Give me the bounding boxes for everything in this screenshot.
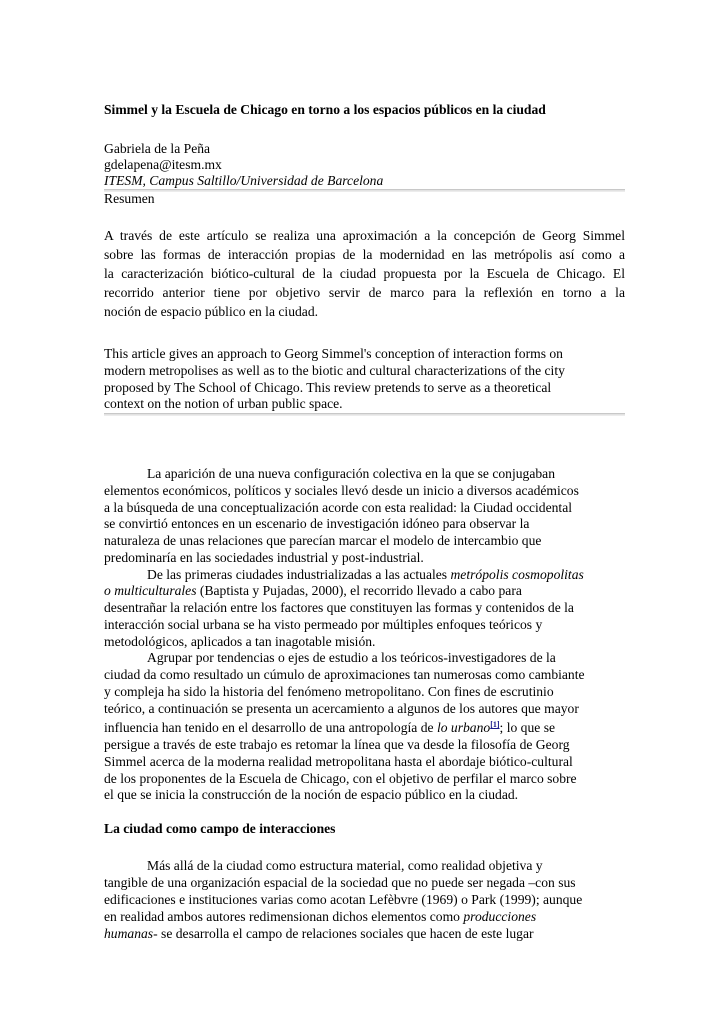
text-run: se desarrolla el campo de relaciones sociales que hacen de este lugar — [157, 926, 534, 941]
body-line: interacción social urbana se ha visto permeado por múltiples enfoques teóricos y — [104, 616, 543, 632]
body-line: La aparición de una nueva configuración colectiva en la que se conjugaban — [147, 466, 556, 481]
resumen-label: Resumen — [104, 191, 155, 206]
footnote-link[interactable]: [1] — [490, 720, 500, 730]
article-title: Simmel y la Escuela de Chicago en torno a los espacios públicos en la ciudad — [104, 102, 546, 117]
body-line — [104, 717, 625, 737]
body-line — [104, 925, 625, 942]
body-line: teórico, a continuación se presenta un acercamiento a algunos de los autores que mayor — [104, 700, 579, 716]
body-intro — [104, 466, 625, 804]
text-run-italic: metrópolis cosmopolitas — [450, 566, 584, 582]
text-run: en realidad ambos autores redimensionan dichos elementos como — [104, 909, 464, 924]
abstract-es-line: noción de espacio público en la ciudad. — [104, 303, 319, 319]
section-heading: La ciudad como campo de interacciones — [104, 821, 336, 836]
body-line: desentrañar la relación entre los factores que constituyen las formas y contenidos de la — [104, 600, 574, 615]
body-line: predominaría en las sociedades industrial y post-industrial. — [104, 549, 424, 565]
text-run: De las primeras ciudades industrializadas a las actuales — [147, 566, 451, 582]
body-line: Simmel acerca de la moderna realidad metropolitana hasta el abordaje biótico-cultural — [104, 753, 573, 769]
abstract-es-line: A través de este artículo se realiza una aproximación a la concepción de Georg Simmel — [104, 228, 625, 243]
body-line — [104, 908, 625, 925]
body-line: Más allá de la ciudad como estructura material, como realidad objetiva y — [147, 858, 543, 873]
text-run: ; lo que se — [499, 720, 556, 736]
body-line: edificaciones e instituciones varias como acotan Lefèbvre (1969) o Park (1999); aunque — [104, 892, 583, 907]
abstract-spanish — [104, 227, 625, 322]
body-line: tangible de una organización espacial de la sociedad que no puede ser negada –con sus — [104, 875, 576, 890]
author-affiliation: ITESM, Campus Saltillo/Universidad de Barcelona — [104, 173, 384, 188]
body-line — [104, 583, 625, 600]
body-line: y compleja ha sido la historia del fenómeno metropolitano. Con fines de escrutinio — [104, 683, 554, 699]
text-run-italic: o multiculturales — [104, 583, 197, 599]
body-line: el que se inicia la construcción de la noción de espacio público en la ciudad. — [104, 787, 519, 803]
abstract-es-line: recorrido anterior tiene por objetivo servir de marco para la reflexión en torno a la — [104, 284, 625, 300]
abstract-es-line: la caracterización biótico-cultural de la ciudad propuesta por la Escuela de Chicago. El — [104, 265, 625, 281]
body-line: Agrupar por tendencias o ejes de estudio a los teóricos-investigadores de la — [147, 650, 556, 666]
abstract-en-line: This article gives an approach to Georg Simmel's conception of interaction forms on — [104, 346, 563, 361]
body-line: ciudad da como resultado un cúmulo de aproximaciones tan numerosas como cambiante — [104, 667, 585, 682]
author-name: Gabriela de la Peña — [104, 141, 211, 156]
text-run: influencia han tenido en el desarrollo de una antropología de — [104, 720, 437, 736]
body-line: elementos económicos, políticos y sociales llevó desde un inicio a diversos académicos — [104, 482, 579, 498]
text-run-italic: producciones — [463, 909, 537, 924]
abstract-english — [104, 346, 625, 413]
text-run-italic: lo urbano — [436, 720, 491, 736]
body-line: persigue a través de este trabajo es retomar la línea que va desde la filosofía de Georg — [104, 737, 570, 752]
body-line: naturaleza de unas relaciones que parecían marcar el modelo de intercambio que — [104, 533, 542, 548]
body-line: de los proponentes de la Escuela de Chicago, con el objetivo de perfilar el marco sobre — [104, 770, 577, 786]
divider-bottom — [104, 413, 625, 416]
abstract-en-line: modern metropolises as well as to the biotic and cultural characterizations of the city — [104, 362, 565, 378]
body-line: metodológicos, aplicados a tan inagotable misión. — [104, 633, 376, 649]
text-run-italic: humanas- — [104, 926, 158, 941]
abstract-en-line: context on the notion of urban public space. — [104, 396, 343, 412]
body-line: a la búsqueda de una conceptualización acorde con esta realidad: la Ciudad occidental — [104, 499, 573, 515]
abstract-en-line: proposed by The School of Chicago. This review pretends to serve as a theoretical — [104, 379, 552, 395]
divider-top — [104, 189, 625, 192]
author-email: gdelapena@itesm.mx — [104, 157, 222, 172]
body-line: se convirtió entonces en un escenario de investigación idóneo para observar la — [104, 516, 530, 532]
text-run: (Baptista y Pujadas, 2000), el recorrido llevado a cabo para — [196, 583, 522, 599]
section-body — [104, 857, 625, 942]
abstract-es-line: sobre las formas de interacción propias de la modernidad en las metrópolis así como a — [104, 246, 625, 262]
author-block — [104, 141, 625, 189]
body-line — [104, 567, 625, 584]
